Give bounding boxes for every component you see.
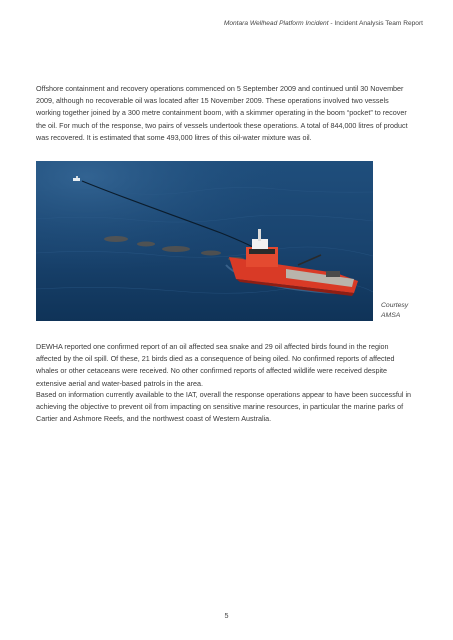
photo-vessel-boom-operation xyxy=(36,161,373,321)
caption-courtesy: Courtesy xyxy=(381,302,409,309)
paragraph-containment-operations: Offshore containment and recovery operations commenced on 5 September 2009 and continued until 30 November 2009, although no recoverable oil was located after 15 November 2009. These operations involved two vessels working together joined by a 300 metre containment boom, with a skimmer operating in the boom “pocket” to recover the oil. For much of the response, two pairs of vessels undertook these operations. A total of 844,000 litres of product was recovered. It is estimated that some 493,000 litres of this oil-water mixture was oil. xyxy=(36,84,408,142)
photo-caption xyxy=(381,301,408,321)
header-report-title: Montara Wellhead Platform Incident xyxy=(223,20,329,27)
caption-source: AMSA xyxy=(381,312,401,319)
paragraph-response-assessment: Based on information currently available to the IAT, overall the response operations appear to have been successful in achieving the objective to prevent oil from impacting on sensitive marine resources, in particular the marine parks of Cartier and Ashmore Reefs, and the northwest coast of Western Australia. xyxy=(36,390,412,424)
header-report-subtitle: - Incident Analysis Team Report xyxy=(328,20,423,27)
running-header xyxy=(224,20,423,27)
paragraph-wildlife-impact: DEWHA reported one confirmed report of an oil affected sea snake and 29 oil affected birds found in the region affected by the oil spill. Of these, 21 birds died as a consequence of being oiled. No confirmed reports of affected whales or other cetaceans were received. No other confirmed reports of affected wildlife were received despite extensive aerial and water-based patrols in the area. xyxy=(36,342,395,388)
page-number: 5 xyxy=(224,611,229,620)
